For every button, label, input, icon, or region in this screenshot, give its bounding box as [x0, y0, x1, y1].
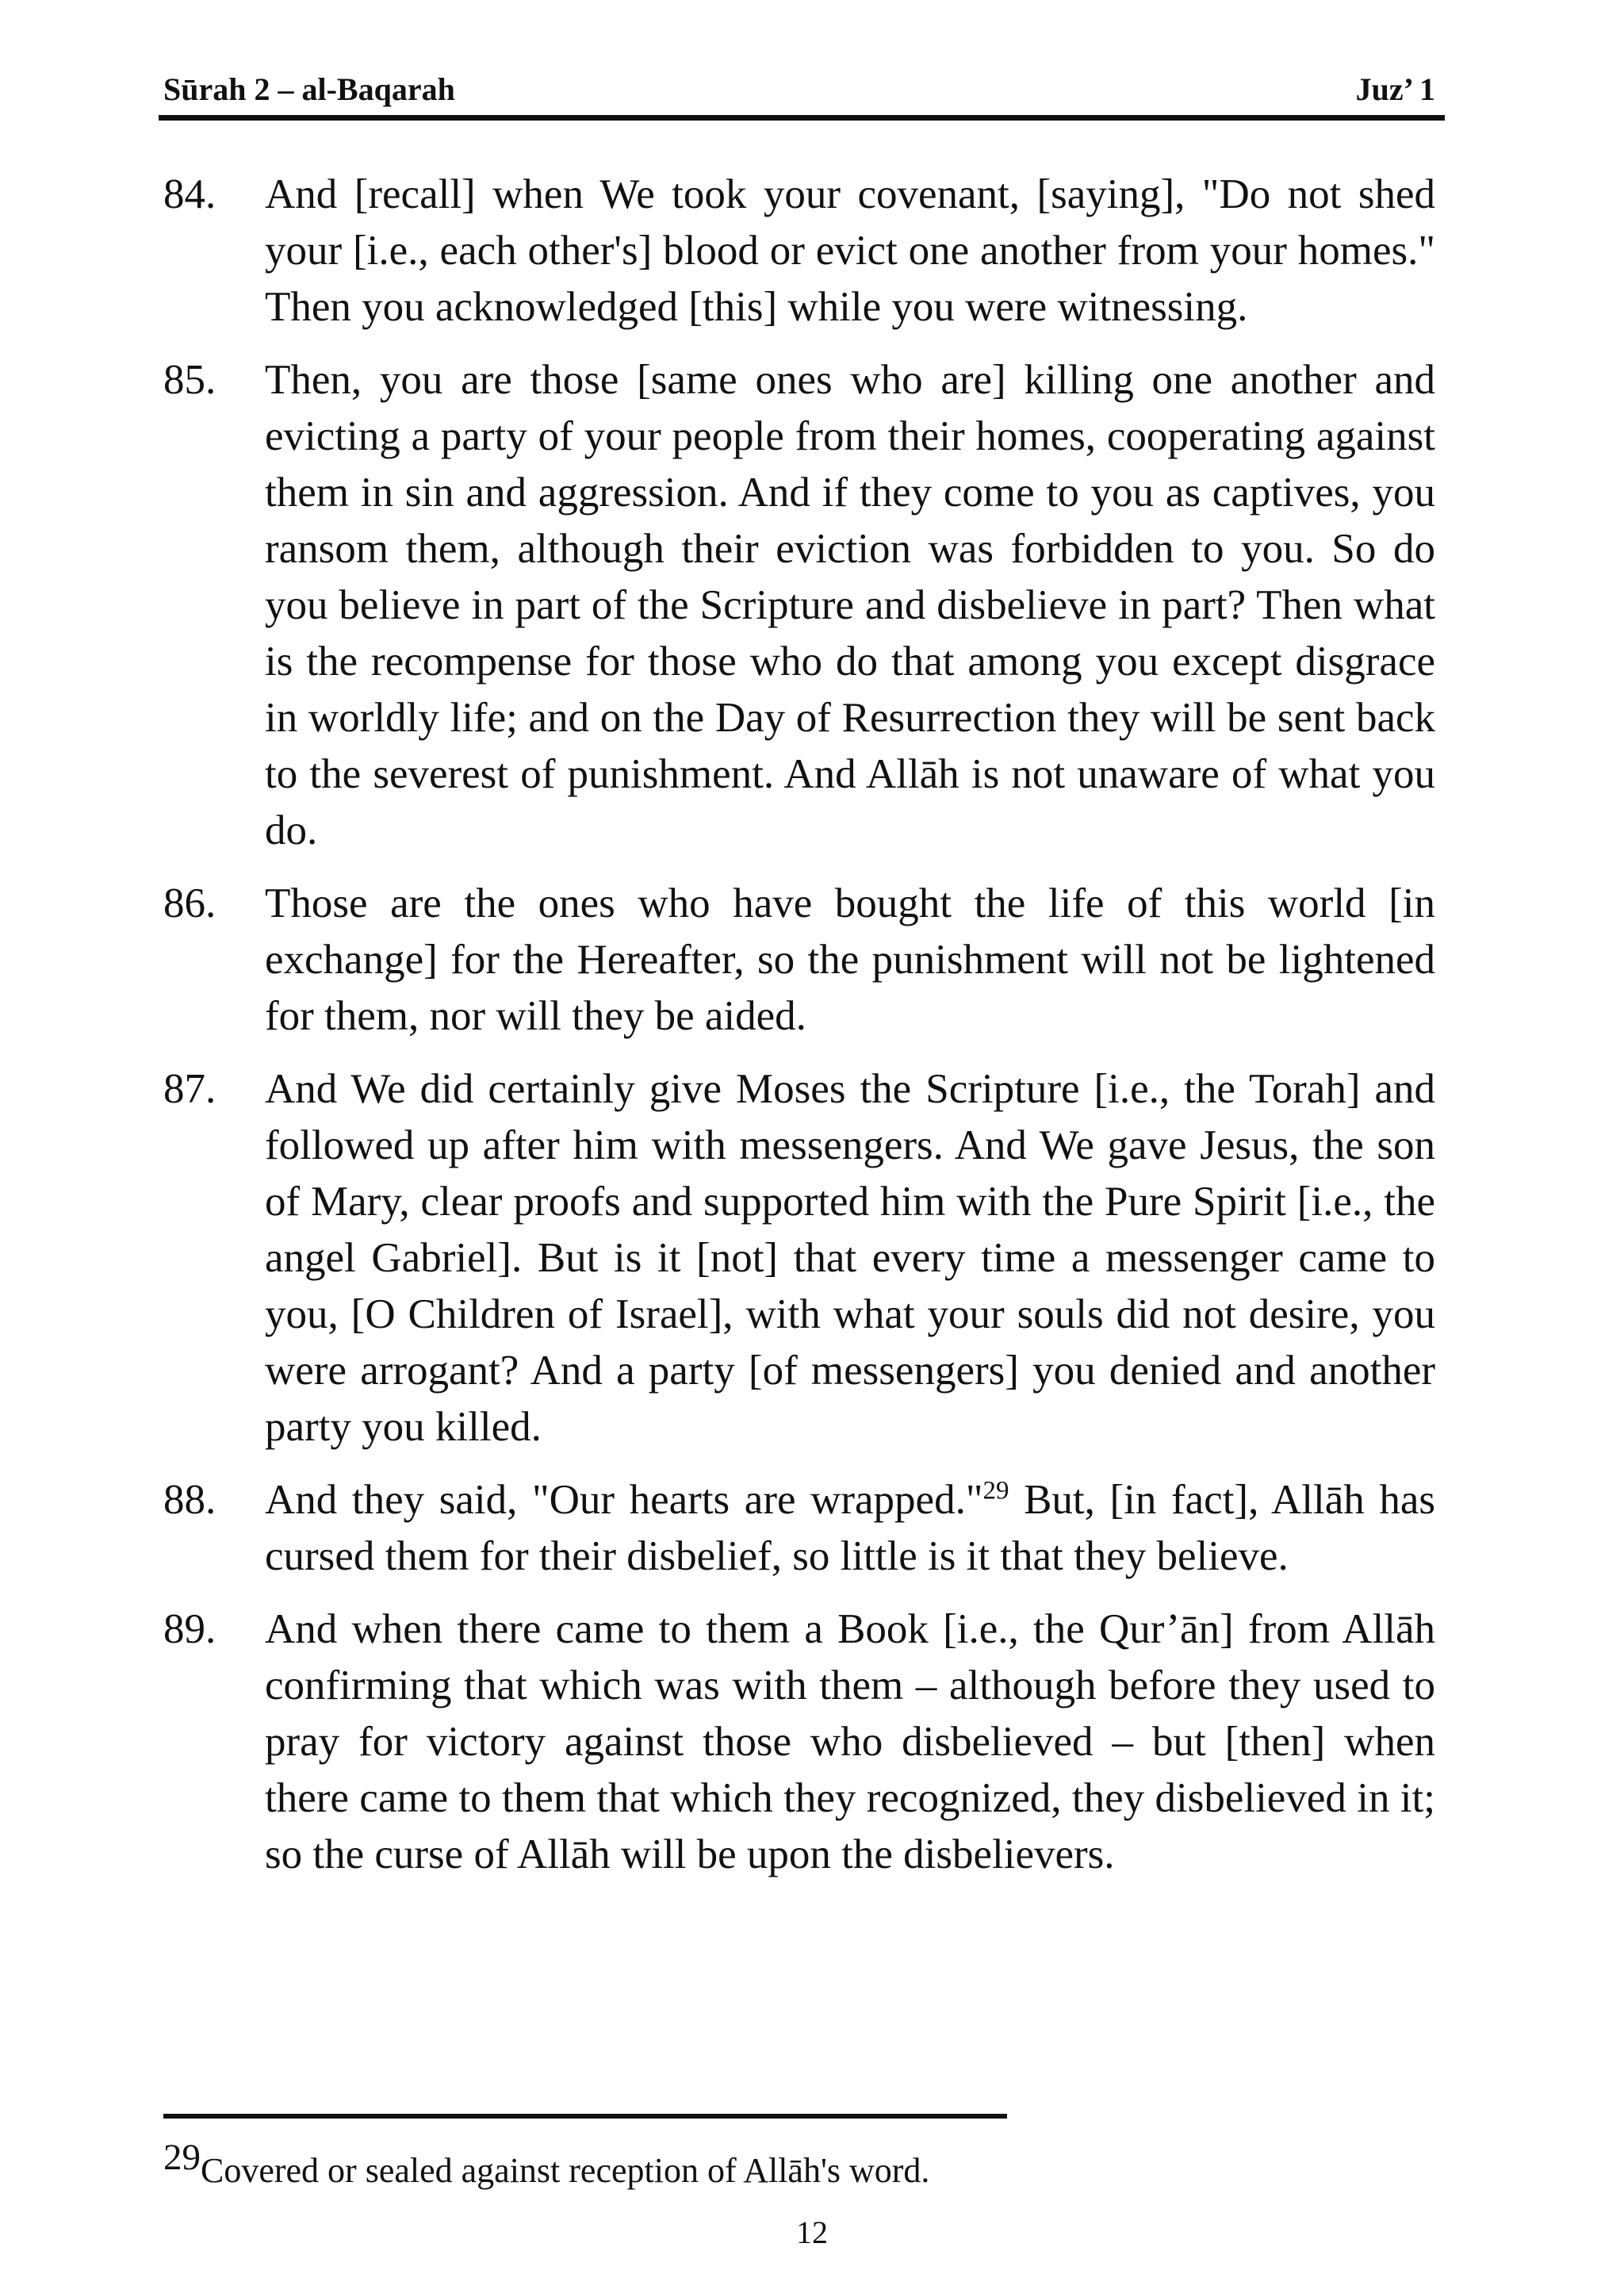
verse-87: [163, 1061, 1435, 1455]
verse-list: [163, 167, 1435, 1900]
verse-text-part: But, [in fact], Allāh has cursed them for their disbelief, so little is it that they believe.: [265, 1477, 1436, 1579]
verse-number: 88.: [163, 1477, 216, 1523]
footnote-text: Covered or sealed against reception of Allāh's word.: [201, 2151, 930, 2190]
footnote-reference[interactable]: 29: [982, 1476, 1009, 1505]
verse-number: 87.: [163, 1066, 216, 1112]
verse-text: [265, 1472, 1435, 1585]
verse-text: Then, you are those [same ones who are] killing one another and evicting a party of your people from their homes, cooperating against them in sin and aggression. And if they come to you as captives, you ransom them, although their eviction was forbidden to you. So do you believe in part of the Scripture and disbelieve in part? Then what is the recompense for those who do that among you except disgrace in worldly life; and on the Day of Resurrection they will be sent back to the severest of punishment. And Allāh is not unaware of what you do.: [265, 357, 1435, 853]
verse-number: 85.: [163, 357, 216, 403]
footnote-rule: [163, 2114, 1007, 2119]
verse-89: [163, 1601, 1435, 1883]
running-header: [163, 70, 1435, 109]
footnote: [163, 2134, 929, 2195]
verse-text: And We did certainly give Moses the Scripture [i.e., the Torah] and followed up after him with messengers. And We gave Jesus, the son of Mary, clear proofs and supported him with the Pure Spirit [i.e., the angel Gabriel]. But is it [not] that every time a messenger came to you, [O Children of Israel], with what your souls did not desire, you were arrogant? And a party [of messengers] you denied and another party you killed.: [265, 1066, 1435, 1450]
verse-88: [163, 1472, 1435, 1585]
verse-number: 89.: [163, 1606, 216, 1652]
verse-text: Those are the ones who have bought the life of this world [in exchange] for the Hereafter, so the punishment will not be lightened for them, nor will they be aided.: [265, 880, 1435, 1039]
juz-label: Juz’ 1: [1355, 71, 1435, 107]
verse-86: [163, 876, 1435, 1045]
verse-text-part: And they said, "Our hearts are wrapped.": [265, 1477, 983, 1523]
verse-text: And [recall] when We took your covenant, [saying], "Do not shed your [i.e., each other's] blood or evict one another from your homes." Then you acknowledged [this] while you were witnessing.: [265, 171, 1435, 330]
verse-85: [163, 352, 1435, 859]
verse-text: And when there came to them a Book [i.e., the Qur’ān] from Allāh confirming that which was with them – although before they used to pray for victory against those who disbelieved – but [then] when there came to them that which they recognized, they disbelieved in it; so the curse of Allāh will be upon the disbelievers.: [265, 1606, 1435, 1877]
page-number: 12: [796, 2215, 828, 2250]
surah-title: Sūrah 2 – al-Baqarah: [163, 71, 455, 107]
footnote-mark: 29: [163, 2137, 201, 2178]
verse-84: [163, 167, 1435, 336]
verse-number: 86.: [163, 880, 216, 926]
header-rule: [159, 115, 1445, 121]
verse-number: 84.: [163, 171, 216, 217]
